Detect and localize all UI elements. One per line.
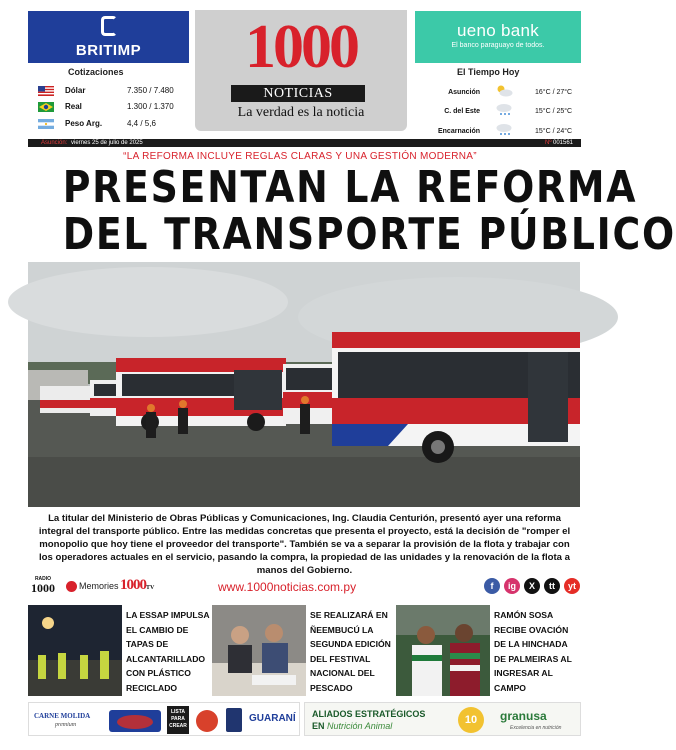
- rain-cloud-icon: [495, 123, 513, 136]
- granusa-ad[interactable]: [304, 702, 581, 736]
- lead-paragraph: La titular del Ministerio de Obras Públicas y Comunicaciones, Ing. Claudia Centurión, presentó ayer una reforma integral del transporte público. Entre las medidas concretas que presenta el proyecto, está la decisión de "romper el monopolio que hoy tiene el proveedor del transporte". También se va a separar la provisión de la flota y trabajar con los operadores actuales en el servicio, pasando la compra, la propiedad de las unidades y la renovación de la flota a manos del Gobierno.: [38, 513, 571, 576]
- quote-value: 1.300 / 1.370: [127, 102, 174, 111]
- ad-line2-prefix: EN: [312, 721, 325, 731]
- lead-photo-buses[interactable]: [28, 262, 580, 507]
- sun-cloud-icon: [495, 84, 513, 97]
- ad-brand: GUARANÍ: [249, 713, 296, 724]
- tomato-icon: [192, 706, 222, 734]
- headline-line-1[interactable]: PRESENTAN LA REFORMA: [62, 162, 638, 213]
- britimp-name: BRITIMP: [75, 42, 142, 59]
- ad-badge: LISTA PARA CREAR: [167, 706, 189, 734]
- memories-logo[interactable]: [66, 581, 119, 592]
- ad-brand: granusa: [500, 709, 547, 723]
- quote-currency: Peso Arg.: [65, 119, 103, 128]
- brazil-flag-icon: [38, 102, 54, 112]
- ad-product: CARNE MOLIDA: [34, 712, 91, 720]
- tv-number: 1000: [120, 577, 146, 593]
- headline-line-2[interactable]: DEL TRANSPORTE PÚBLICO: [62, 209, 676, 260]
- radio-logo[interactable]: [28, 576, 58, 594]
- tv-logo[interactable]: [120, 577, 154, 594]
- quote-value: 7.350 / 7.480: [127, 86, 174, 95]
- story-headline[interactable]: LA ESSAP IMPULSA EL CAMBIO DE TAPAS DE ALCANTARILLADO CON PLÁSTICO RECICLADO: [126, 610, 210, 693]
- masthead[interactable]: [195, 10, 407, 131]
- ad-brand-sub: Excelencia en nutrición: [510, 725, 562, 731]
- youtube-icon[interactable]: yt: [564, 578, 580, 594]
- ad-line1: ALIADOS ESTRATÉGICOS: [312, 709, 426, 719]
- story-image-ramon-sosa[interactable]: [396, 605, 490, 696]
- tv-label: TV: [146, 585, 155, 591]
- ueno-bank-ad[interactable]: [415, 11, 581, 63]
- meat-package-icon: [107, 706, 163, 734]
- ueno-bank-tagline: El banco paraguayo de todos.: [451, 42, 545, 49]
- memories-label: Memories: [79, 581, 119, 591]
- quote-currency: Dólar: [65, 86, 86, 95]
- dateline-date: viernes 25 de julio de 2025: [71, 140, 143, 146]
- story-headline[interactable]: RAMÓN SOSA RECIBE OVACIÓN DE LA HINCHADA DE PALMEIRAS AL INGRESAR AL CAMPO: [494, 610, 572, 693]
- radio-number: 1000: [31, 581, 55, 595]
- quote-row: [38, 116, 186, 132]
- buses-illustration: [28, 262, 580, 507]
- website-link[interactable]: www.1000noticias.com.py: [218, 580, 357, 594]
- radio-label: RADIO: [34, 576, 52, 582]
- promo-strip: [28, 576, 581, 598]
- weather-row: [429, 82, 579, 102]
- britimp-ad[interactable]: [28, 11, 189, 63]
- weather-city: C. del Este: [444, 108, 480, 115]
- masthead-slogan: La verdad es la noticia: [237, 105, 365, 120]
- weather-temp: 16°C / 27°C: [535, 89, 573, 96]
- quote-row: [38, 99, 186, 115]
- britimp-logo-icon: [101, 16, 117, 36]
- tiktok-icon[interactable]: tt: [544, 578, 560, 594]
- quote-currency: Real: [65, 102, 82, 111]
- guarani-ad[interactable]: [28, 702, 300, 736]
- memories-dot-icon: [66, 581, 77, 592]
- quote-row: [38, 83, 186, 99]
- story-image-essap[interactable]: [28, 605, 122, 696]
- anniversary-badge: 10: [458, 707, 484, 733]
- rain-cloud-icon: [495, 103, 513, 116]
- weather-city: Asunción: [448, 89, 480, 96]
- story-image-festival[interactable]: [212, 605, 306, 696]
- edition-number-label: Nº: [545, 140, 552, 146]
- page-header: [28, 10, 581, 136]
- weather-temp: 15°C / 24°C: [535, 128, 573, 135]
- story-row: [28, 605, 581, 696]
- meat-tray-icon: [225, 706, 243, 734]
- facebook-icon[interactable]: f: [484, 578, 500, 594]
- headline-kicker: “LA REFORMA INCLUYE REGLAS CLARAS Y UNA GESTIÓN MODERNA”: [123, 151, 477, 162]
- quotes-title: Cotizaciones: [68, 67, 124, 77]
- dateline-bar: [28, 139, 581, 147]
- ad-line2: Nutrición Animal: [327, 721, 393, 731]
- argentina-flag-icon: [38, 119, 54, 129]
- weather-title: El Tiempo Hoy: [457, 67, 520, 77]
- story-headline[interactable]: SE REALIZARÁ EN ÑEEMBUCÚ LA SEGUNDA EDICIÓN DEL FESTIVAL NACIONAL DEL PESCADO: [310, 610, 391, 693]
- edition-number: 001561: [553, 140, 574, 146]
- usa-flag-icon: [38, 86, 54, 96]
- masthead-number: 1000: [245, 13, 357, 81]
- instagram-icon[interactable]: ig: [504, 578, 520, 594]
- ad-product-sub: premium: [55, 722, 77, 728]
- quote-value: 4,4 / 5,6: [127, 119, 156, 128]
- ueno-bank-name: ueno bank: [456, 21, 540, 40]
- weather-row: [429, 121, 579, 141]
- masthead-name: NOTICIAS: [231, 85, 365, 102]
- weather-temp: 15°C / 25°C: [535, 108, 573, 115]
- weather-row: [429, 101, 579, 121]
- dateline-city: Asunción:: [41, 140, 68, 146]
- ad-row: [28, 702, 581, 736]
- weather-city: Encarnación: [437, 128, 480, 135]
- x-icon[interactable]: X: [524, 578, 540, 594]
